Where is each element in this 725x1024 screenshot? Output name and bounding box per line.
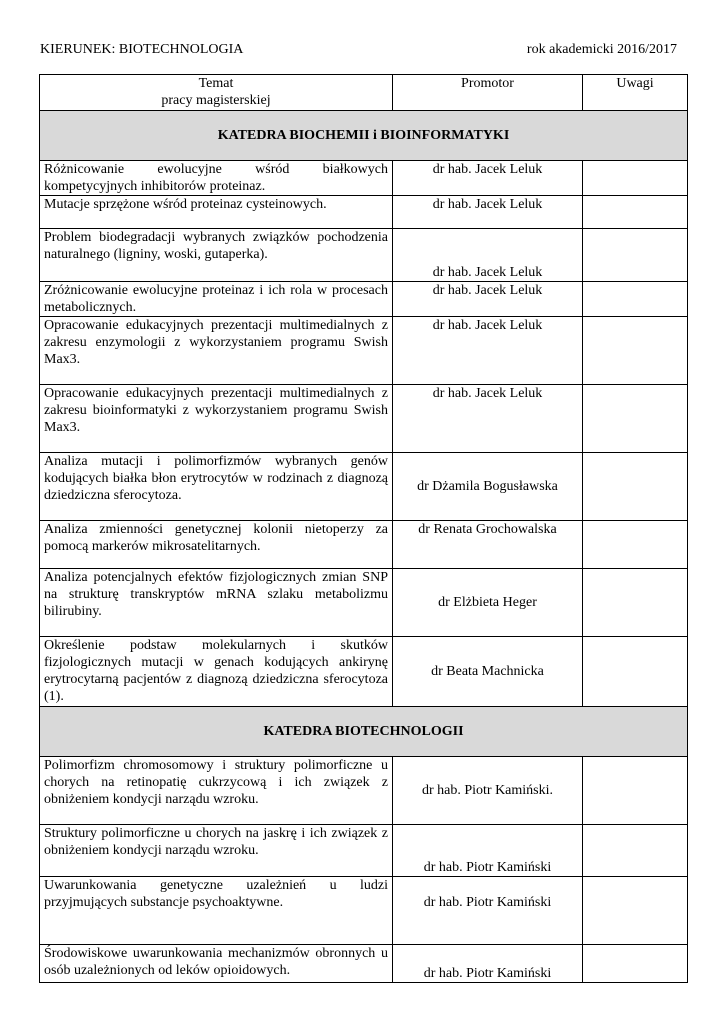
topic-cell: Uwarunkowania genetyczne uzależnień u ludzi przyjmujących substancje psychoaktywne. <box>40 877 393 945</box>
thesis-topics-table <box>39 74 688 983</box>
table-row <box>40 453 688 521</box>
notes-cell <box>583 569 688 637</box>
table-header-row <box>40 75 688 111</box>
program-name: KIERUNEK: BIOTECHNOLOGIA <box>40 42 244 57</box>
table-row <box>40 825 688 877</box>
topic-cell: Określenie podstaw molekularnych i skutków fizjologicznych mutacji w genach kodujących ankirynę erytrocytarną pacjentów z diagnozą dziedziczna sferocytoza (1). <box>40 637 393 707</box>
supervisor-cell: dr hab. Piotr Kamiński <box>393 825 583 877</box>
table-row <box>40 317 688 385</box>
notes-cell <box>583 877 688 945</box>
topic-cell: Opracowanie edukacyjnych prezentacji multimedialnych z zakresu bioinformatyki z wykorzystaniem programu Swish Max3. <box>40 385 393 453</box>
supervisor-cell: dr hab. Jacek Leluk <box>393 317 583 385</box>
table-row <box>40 521 688 569</box>
column-header-topic-line2: pracy magisterskiej <box>161 93 271 108</box>
notes-cell <box>583 196 688 229</box>
notes-cell <box>583 385 688 453</box>
supervisor-cell: dr hab. Piotr Kamiński <box>393 945 583 983</box>
notes-cell <box>583 757 688 825</box>
table-row <box>40 229 688 282</box>
page-header <box>40 42 677 62</box>
column-header-notes: Uwagi <box>583 75 688 111</box>
table-row <box>40 637 688 707</box>
notes-cell <box>583 453 688 521</box>
notes-cell <box>583 229 688 282</box>
table-row <box>40 757 688 825</box>
table-row <box>40 196 688 229</box>
table-row <box>40 282 688 317</box>
notes-cell <box>583 521 688 569</box>
supervisor-cell: dr hab. Jacek Leluk <box>393 282 583 317</box>
column-header-topic-line1: Temat <box>198 76 234 91</box>
supervisor-cell: dr hab. Jacek Leluk <box>393 161 583 196</box>
academic-year: rok akademicki 2016/2017 <box>526 42 677 57</box>
supervisor-cell: dr hab. Jacek Leluk <box>393 196 583 229</box>
table-row <box>40 877 688 945</box>
notes-cell <box>583 161 688 196</box>
topic-cell: Różnicowanie ewolucyjne wśród białkowych kompetycyjnych inhibitorów proteinaz. <box>40 161 393 196</box>
topic-cell: Analiza potencjalnych efektów fizjologicznych zmian SNP na strukturę transkryptów mRNA szlaku metabolizmu bilirubiny. <box>40 569 393 637</box>
department-name: KATEDRA BIOTECHNOLOGII <box>40 707 688 757</box>
topic-cell: Analiza zmienności genetycznej kolonii nietoperzy za pomocą markerów mikrosatelitarnych. <box>40 521 393 569</box>
table-row <box>40 161 688 196</box>
notes-cell <box>583 945 688 983</box>
department-row <box>40 707 688 757</box>
topic-cell: Analiza mutacji i polimorfizmów wybranych genów kodujących białka błon erytrocytów w rodzinach z diagnozą dziedziczna sferocytoza. <box>40 453 393 521</box>
supervisor-cell: dr hab. Jacek Leluk <box>393 385 583 453</box>
notes-cell <box>583 317 688 385</box>
supervisor-cell: dr hab. Jacek Leluk <box>393 229 583 282</box>
department-row <box>40 111 688 161</box>
table-row <box>40 569 688 637</box>
table-row <box>40 385 688 453</box>
supervisor-cell: dr Renata Grochowalska <box>393 521 583 569</box>
topic-cell: Zróżnicowanie ewolucyjne proteinaz i ich rola w procesach metabolicznych. <box>40 282 393 317</box>
notes-cell <box>583 825 688 877</box>
supervisor-cell: dr Beata Machnicka <box>393 637 583 707</box>
notes-cell <box>583 282 688 317</box>
topic-cell: Polimorfizm chromosomowy i struktury polimorficzne u chorych na retinopatię cukrzycową i ich związek z obniżeniem kondycji narządu wzroku. <box>40 757 393 825</box>
supervisor-cell: dr hab. Piotr Kamiński <box>393 877 583 945</box>
column-header-supervisor: Promotor <box>393 75 583 111</box>
topic-cell: Mutacje sprzężone wśród proteinaz cysteinowych. <box>40 196 393 229</box>
table-row <box>40 945 688 983</box>
column-header-topic <box>40 75 393 111</box>
topic-cell: Opracowanie edukacyjnych prezentacji multimedialnych z zakresu enzymologii z wykorzystaniem programu Swish Max3. <box>40 317 393 385</box>
supervisor-cell: dr Dżamila Bogusławska <box>393 453 583 521</box>
supervisor-cell: dr hab. Piotr Kamiński. <box>393 757 583 825</box>
topic-cell: Struktury polimorficzne u chorych na jaskrę i ich związek z obniżeniem kondycji narządu wzroku. <box>40 825 393 877</box>
department-name: KATEDRA BIOCHEMII i BIOINFORMATYKI <box>40 111 688 161</box>
notes-cell <box>583 637 688 707</box>
topic-cell: Problem biodegradacji wybranych związków pochodzenia naturalnego (ligniny, woski, gutaperka). <box>40 229 393 282</box>
topic-cell: Środowiskowe uwarunkowania mechanizmów obronnych u osób uzależnionych od leków opioidowych. <box>40 945 393 983</box>
supervisor-cell: dr Elżbieta Heger <box>393 569 583 637</box>
